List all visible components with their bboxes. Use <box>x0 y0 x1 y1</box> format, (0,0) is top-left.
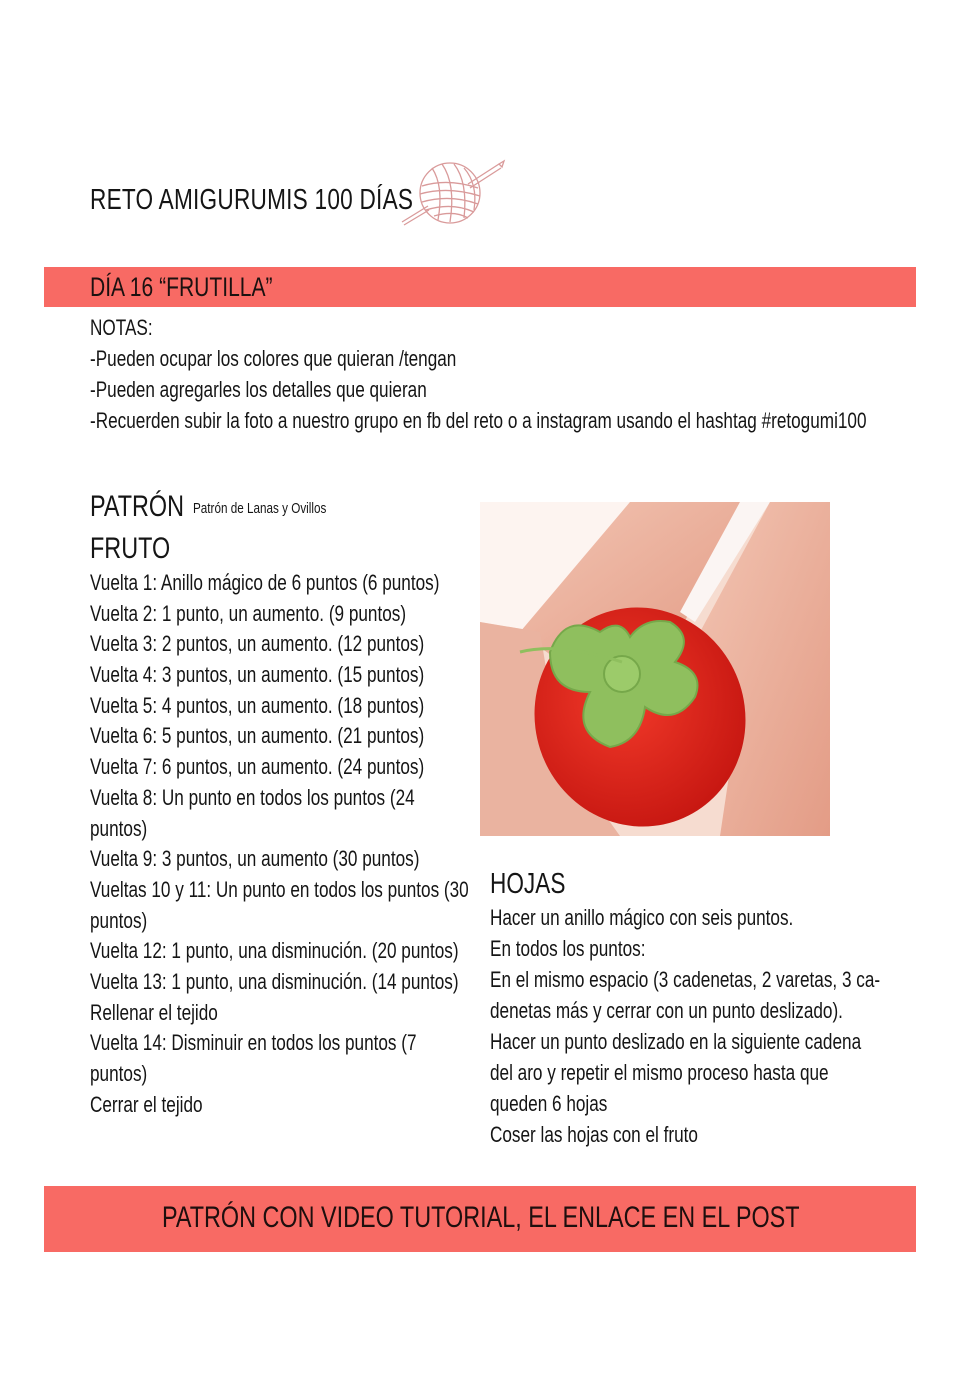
instruction-line: Vueltas 10 y 11: Un punto en todos los puntos (30 <box>90 876 469 902</box>
instruction-line: Vuelta 2: 1 punto, un aumento. (9 puntos) <box>90 600 407 626</box>
instruction-line: queden 6 hojas <box>490 1091 608 1116</box>
page-title-text: RETO AMIGURUMIS 100 DÍAS <box>90 184 414 216</box>
hojas-instructions <box>490 902 962 1150</box>
instruction-line: Vuelta 6: 5 puntos, un aumento. (21 puntos) <box>90 723 425 749</box>
instruction-line: En todos los puntos: <box>490 936 646 961</box>
instruction-line: Vuelta 14: Disminuir en todos los puntos (7 <box>90 1030 417 1056</box>
instruction-line: Vuelta 9: 3 puntos, un aumento (30 puntos) <box>90 846 420 872</box>
hojas-heading: HOJAS <box>490 868 566 900</box>
instruction-line: Vuelta 3: 2 puntos, un aumento. (12 puntos) <box>90 631 425 657</box>
pattern-title: PATRÓN <box>90 490 185 523</box>
strawberry-photo <box>480 502 830 836</box>
instruction-line: Vuelta 7: 6 puntos, un aumento. (24 puntos) <box>90 754 425 780</box>
instruction-line: Rellenar el tejido <box>90 999 218 1025</box>
notes-section <box>90 312 962 436</box>
instruction-line: Vuelta 5: 4 puntos, un aumento. (18 puntos) <box>90 692 425 718</box>
instruction-line: Coser las hojas con el fruto <box>490 1122 698 1147</box>
yarn-ball-crochet-hook-icon <box>398 156 508 230</box>
instruction-line: puntos) <box>90 907 148 933</box>
instruction-line: del aro y repetir el mismo proceso hasta que <box>490 1060 829 1085</box>
footer-band <box>44 1186 916 1252</box>
instruction-line: Cerrar el tejido <box>90 1091 203 1117</box>
day-title-band <box>44 267 916 307</box>
strawberry-photo-illustration <box>480 502 830 836</box>
instruction-line: Vuelta 12: 1 punto, una disminución. (20 puntos) <box>90 938 459 964</box>
note-item: -Pueden ocupar los colores que quieran /tengan <box>90 346 457 371</box>
instruction-line: denetas más y cerrar con un punto deslizado). <box>490 998 843 1023</box>
footer-text: PATRÓN CON VIDEO TUTORIAL, EL ENLACE EN EL POST <box>162 1201 800 1234</box>
fruto-heading: FRUTO <box>90 532 171 565</box>
instruction-line: Vuelta 1: Anillo mágico de 6 puntos (6 puntos) <box>90 570 440 595</box>
instruction-line: puntos) <box>90 815 148 841</box>
notes-heading: NOTAS: <box>90 315 153 340</box>
day-title: DÍA 16 “FRUTILLA” <box>90 272 273 302</box>
instruction-line: Hacer un punto deslizado en la siguiente cadena <box>490 1029 862 1054</box>
instruction-line: Vuelta 13: 1 punto, una disminución. (14 puntos) <box>90 968 459 994</box>
note-item: -Pueden agregarles los detalles que quieran <box>90 377 427 402</box>
pattern-credit: Patrón de Lanas y Ovillos <box>193 500 327 517</box>
instruction-line: En el mismo espacio (3 cadenetas, 2 varetas, 3 ca- <box>490 967 881 992</box>
note-item: -Recuerden subir la foto a nuestro grupo en fb del reto o a instagram usando el hashtag #retogumi100 <box>90 408 867 433</box>
instruction-line: puntos) <box>90 1061 148 1086</box>
instruction-line: Vuelta 4: 3 puntos, un aumento. (15 puntos) <box>90 662 425 688</box>
instruction-line: Vuelta 8: Un punto en todos los puntos (24 <box>90 784 415 810</box>
instruction-line: Hacer un anillo mágico con seis puntos. <box>490 905 794 930</box>
